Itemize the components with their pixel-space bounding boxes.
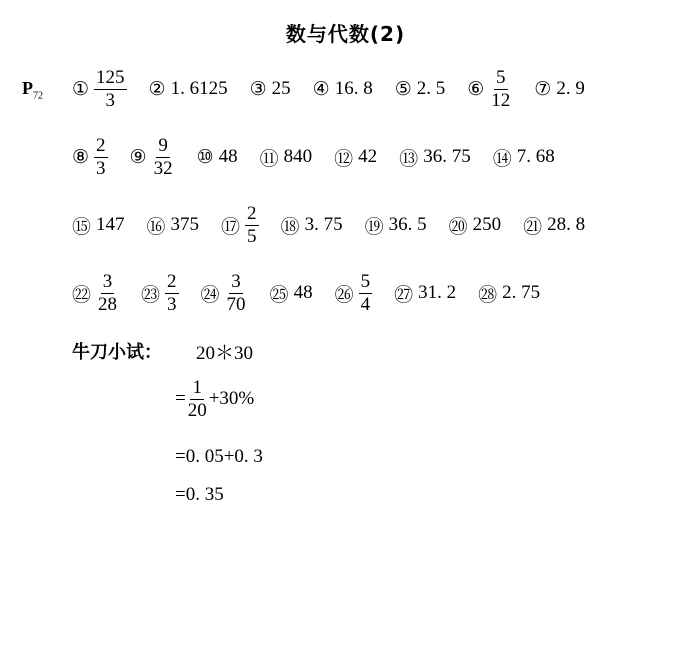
numerator: 2 [96,134,106,156]
answer-value: 1. 6125 [170,78,228,99]
question-number: ⑳ [448,216,468,238]
trial-label: 牛刀小试： [72,342,162,363]
numerator: 5 [360,270,371,292]
denominator: 3 [96,157,106,179]
denominator: 20 [187,399,207,421]
numerator: 2 [167,270,177,292]
answer-value: 42 [358,146,378,167]
answer-item [141,272,179,315]
denominator: 32 [153,157,173,179]
denominator: 70 [226,293,246,315]
question-number: ⑮ [72,216,92,238]
question-number: ㉔ [200,284,220,306]
answer-item [260,144,313,171]
question-number: ⑬ [399,148,419,170]
numerator: 2 [247,202,257,224]
solution-step-1 [175,378,254,421]
question-number: ② [148,78,166,100]
question-number: ⑦ [534,78,552,100]
question-number: ㉗ [394,284,414,306]
numerator: 5 [496,66,506,88]
answer-item [534,78,585,101]
answer-item [281,212,343,239]
answer-value: 147 [96,214,125,235]
answer-value: 2. 9 [556,78,585,99]
answer-item [72,272,119,315]
answer-item [250,78,291,101]
answer-item [147,212,200,239]
answer-fraction [152,136,175,179]
answer-item [394,280,456,307]
question-number: ⑰ [221,216,241,238]
answer-item [335,272,373,315]
answer-fraction [489,68,512,111]
question-number: ③ [249,78,267,100]
answer-item [365,212,427,239]
answer-item [478,280,540,307]
answer-value: 48 [293,282,313,303]
answer-item [72,212,125,239]
denominator: 4 [360,293,371,315]
question-number: ⑫ [334,148,354,170]
page-number-label [22,78,43,102]
answer-row [72,200,607,250]
answer-value: 36. 5 [388,214,427,235]
answer-item [313,78,373,101]
answer-fraction [165,272,179,315]
answer-fraction [94,136,108,179]
answer-value: 840 [283,146,313,167]
question-number: ⑥ [467,78,485,100]
answer-fraction [359,272,373,315]
denominator: 3 [105,89,116,111]
answer-value: 7. 68 [516,146,555,167]
numerator: 9 [158,134,168,156]
denominator: 28 [98,293,118,315]
answer-item [334,144,377,171]
question-number: ⑲ [364,216,384,238]
numerator: 3 [231,270,241,292]
answer-item [270,280,313,307]
answer-value: 375 [170,214,200,235]
question-number: ㉓ [141,284,161,306]
answer-value: 2. 75 [502,282,541,303]
answer-fraction [96,272,119,315]
question-number: ㉘ [478,284,498,306]
answer-item [449,212,502,239]
answer-item [72,68,127,111]
page-title: 数与代数(2) [285,22,406,46]
equals-sign: = [175,388,186,410]
numerator: 1 [192,377,202,398]
answer-value: 36. 75 [423,146,471,167]
answer-value: 28. 8 [547,214,586,235]
numerator: 125 [96,66,125,88]
page-number: 72 [33,90,43,102]
question-number: ㉖ [334,284,354,306]
denominator: 3 [167,293,177,315]
answer-row [72,268,562,318]
answer-value: 16. 8 [334,78,373,99]
answer-item [221,204,259,247]
trial-expression: 20＊30 [196,343,254,364]
answer-value: 3. 75 [304,214,343,235]
page-letter: P [22,78,33,98]
numerator: 3 [102,270,113,292]
step-rest: +30% [208,388,255,410]
question-number: ㉒ [72,284,92,306]
answer-item [399,144,471,171]
answer-fraction [94,68,127,111]
fraction [186,378,209,421]
answer-value: 250 [472,214,502,235]
answer-fraction [225,272,248,315]
answer-item [523,212,585,239]
question-number: ⑪ [259,148,279,170]
solution-step-3: =0. 35 [175,484,224,505]
question-number: ⑭ [492,148,512,170]
answer-item [395,78,446,101]
answer-item [201,272,248,315]
answer-value: 2. 5 [416,78,446,99]
answer-row [72,132,577,182]
question-number: ④ [312,78,330,100]
answer-value: 25 [271,78,291,99]
question-number: ⑯ [146,216,166,238]
question-number: ⑤ [394,78,412,100]
question-number: ㉕ [269,284,289,306]
answer-item [467,68,512,111]
answer-value: 31. 2 [418,282,457,303]
question-number: ⑩ [196,146,214,168]
answer-row [72,64,607,114]
question-number: ① [72,78,90,100]
answer-item [149,78,228,101]
question-number: ⑱ [280,216,300,238]
question-number: ㉑ [523,216,543,238]
answer-fraction [245,204,259,247]
answer-item [197,146,238,169]
answer-item [72,136,108,179]
solution-step-2: =0. 05+0. 3 [175,446,263,467]
answer-item [130,136,175,179]
answer-item [493,144,555,171]
answer-value: 48 [218,146,238,167]
denominator: 5 [247,225,257,247]
question-number: ⑧ [72,146,90,168]
question-number: ⑨ [129,146,147,168]
denominator: 12 [491,89,511,111]
